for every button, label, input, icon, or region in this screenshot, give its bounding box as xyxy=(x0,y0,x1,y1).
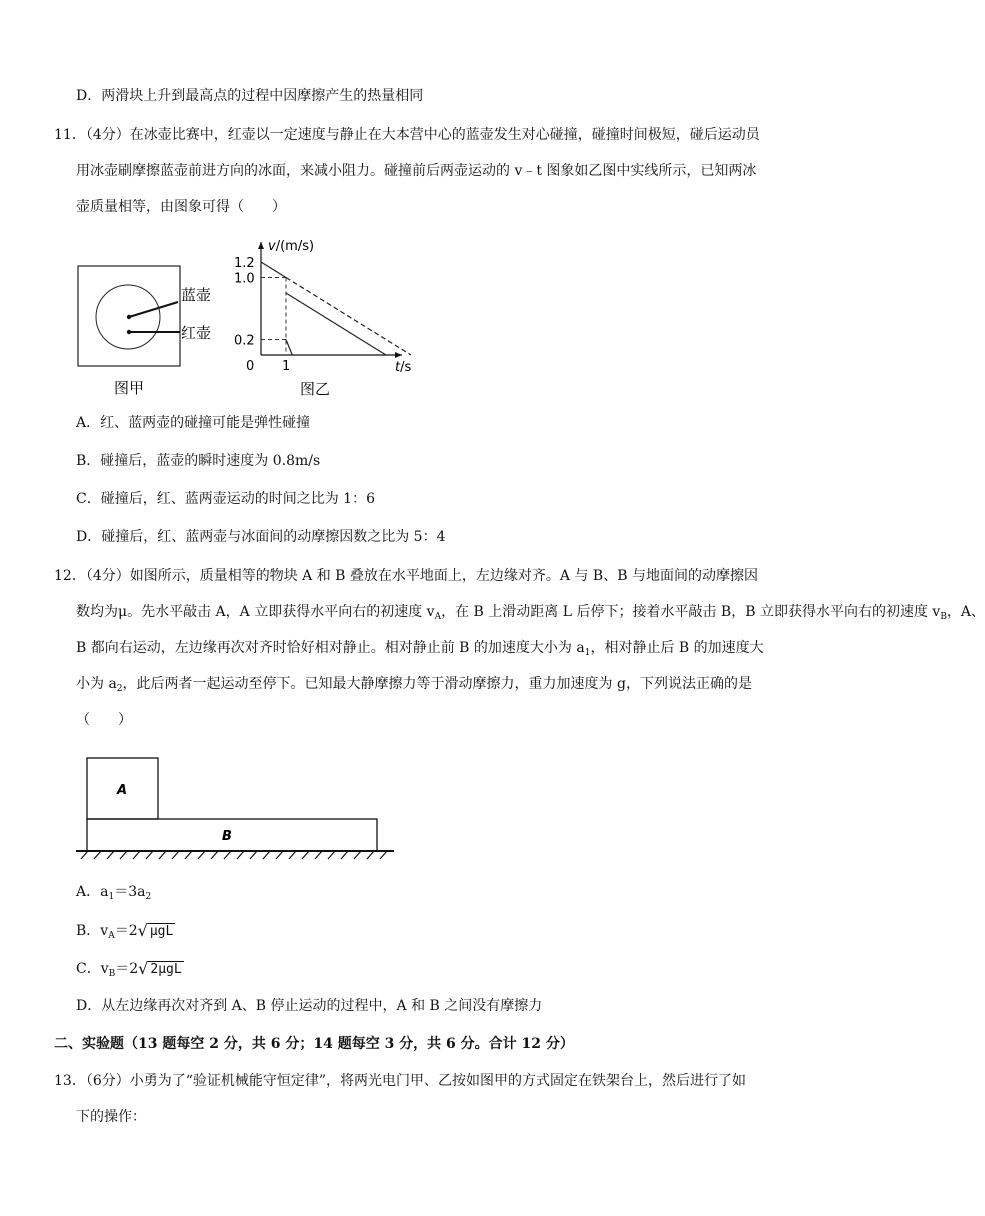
q12-stem-line4: 小为 $a_2$，此后两者一起运动至停下。已知最大静摩擦力等于滑动摩擦力，重力加速度为 g，下列说法正确的是 xyxy=(76,676,752,694)
label-blue-stone: 蓝壶 xyxy=(181,286,212,304)
origin-label: 0 xyxy=(246,359,255,374)
x-axis-label: t/s xyxy=(395,360,412,375)
q13-stem-line1: 13．（6分）小勇为了“验证机械能守恒定律”，将两光电门甲、乙按如图甲的方式固定在铁架台上，然后进行了如 xyxy=(54,1073,747,1089)
q11-stem-line3: 壶质量相等，由图象可得（ ） xyxy=(76,199,286,215)
q12-option-c: C．$v_B=2√$ 2μgL xyxy=(76,959,182,979)
series-line-1 xyxy=(286,340,292,356)
q11-stem-line2: 用冰壶刷摩擦蓝壶前进方向的冰面，来减小阻力。碰撞前后两壶运动的 v﹣t 图象如乙图中实线所示，已知两冰 xyxy=(76,163,757,179)
q12-stem-line2: 数均为μ。先水平敲击 A，A 立即获得水平向右的初速度 $v_A$，在 B 上滑动距离 L 后停下；接着水平敲击 B，B 立即获得水平向右的初速度 $v_B$，A、 xyxy=(76,604,985,622)
ground-hatching xyxy=(81,851,387,859)
x-tick-label-1: 1 xyxy=(282,359,291,374)
block-a-label: A xyxy=(117,783,128,798)
y-tick-label-1.2: 1.2 xyxy=(234,256,255,271)
q12-option-a: A．$a_1=3a_2$ xyxy=(76,884,152,902)
q11-stem-line1: 11．（4分）在冰壶比赛中，红壶以一定速度与静止在大本营中心的蓝壶发生对心碰撞，碰撞时间极短，碰后运动员 xyxy=(54,127,760,143)
q11-figure-yi-vt-chart xyxy=(230,236,430,406)
q13-stem-line2: 下的操作： xyxy=(76,1109,146,1125)
y-axis-arrow xyxy=(258,242,264,249)
caption-yi: 图乙 xyxy=(300,380,331,398)
q10-option-d: D．两滑块上升到最高点的过程中因摩擦产生的热量相同 xyxy=(76,88,424,104)
blue-pointer-line xyxy=(129,302,178,317)
y-tick-label-1.0: 1.0 xyxy=(234,271,255,287)
label-red-stone: 红壶 xyxy=(181,324,212,342)
y-tick-label-0.2: 0.2 xyxy=(234,333,255,349)
q12-stem-line5: （ ） xyxy=(76,712,132,728)
series-line-3 xyxy=(286,278,411,356)
q12-stem-line3: B 都向右运动，左边缘再次对齐时恰好相对静止。相对静止前 B 的加速度大小为 $a_1$，相对静止后 B 的加速度大 xyxy=(76,640,764,658)
q12-option-b: B．$v_A=2√$ μgL xyxy=(76,921,174,941)
x-axis-arrow xyxy=(395,352,402,358)
q11-option-d: D．碰撞后，红、蓝两壶与冰面间的动摩擦因数之比为 5：4 xyxy=(76,529,446,545)
q12-stem-line1: 12．（4分）如图所示，质量相等的物块 A 和 B 叠放在水平地面上，左边缘对齐。A 与 B、B 与地面间的动摩擦因 xyxy=(54,568,758,584)
series-line-2 xyxy=(286,293,386,355)
q12-figure-blocks xyxy=(70,752,400,862)
q11-option-a: A．红、蓝两壶的碰撞可能是弹性碰撞 xyxy=(76,415,311,431)
series-line-0 xyxy=(261,262,286,278)
block-b xyxy=(87,819,377,851)
caption-jia: 图甲 xyxy=(114,379,145,397)
q11-figure-jia xyxy=(70,258,230,403)
y-axis-label: v/(m/s) xyxy=(268,239,315,254)
block-b-label: B xyxy=(222,829,232,844)
section-2-heading: 二、实验题（13 题每空 2 分，共 6 分；14 题每空 3 分，共 6 分。合计 12 分） xyxy=(54,1036,574,1052)
q11-option-c: C．碰撞后，红、蓝两壶运动的时间之比为 1：6 xyxy=(76,491,375,507)
sqrt-expression-b: √ μgL xyxy=(137,921,174,940)
q12-option-d: D．从左边缘再次对齐到 A、B 停止运动的过程中，A 和 B 之间没有摩擦力 xyxy=(76,998,543,1014)
q11-option-b: B．碰撞后，蓝壶的瞬时速度为 0.8m/s xyxy=(76,453,321,469)
sqrt-expression-c: √ 2μgL xyxy=(138,959,182,978)
